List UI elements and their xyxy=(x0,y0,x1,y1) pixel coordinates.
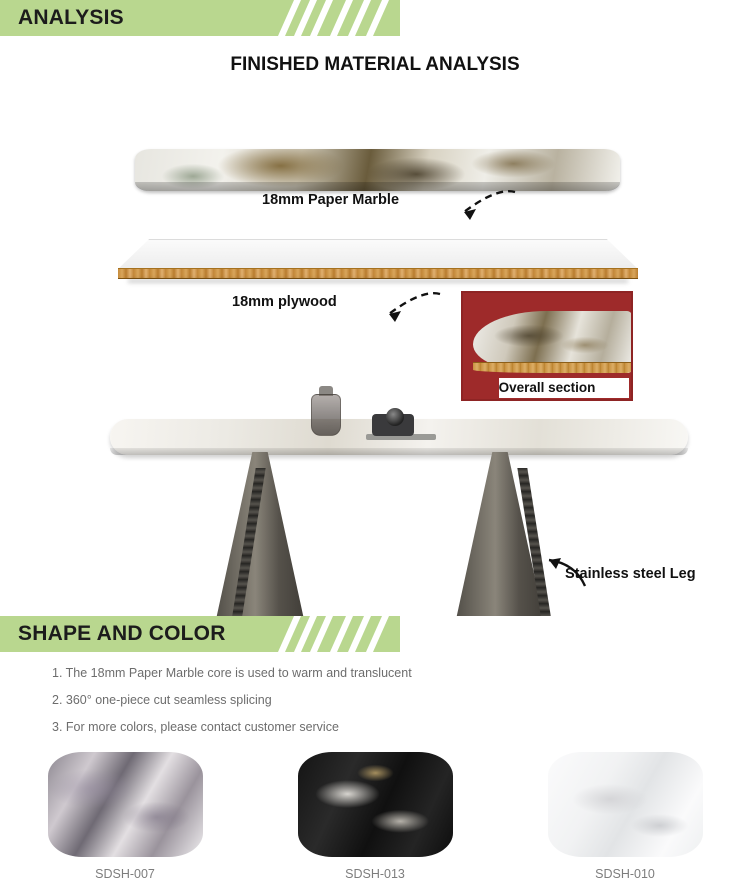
color-swatch-gallery xyxy=(0,752,750,881)
label-stainless-steel-leg: Stainless steel Leg xyxy=(565,566,696,582)
note-item: 3. For more colors, please contact customer service xyxy=(52,720,339,734)
plywood-edge-grain xyxy=(118,268,638,279)
note-item: 2. 360° one-piece cut seamless splicing xyxy=(52,693,272,707)
analysis-diagram xyxy=(0,36,750,616)
swatch-image-sdsh-007[interactable] xyxy=(48,752,203,857)
callout-arrow-leg-icon xyxy=(533,552,593,602)
plywood-drop-shadow xyxy=(128,279,627,283)
section-header-analysis xyxy=(0,0,750,36)
plywood-surface xyxy=(118,239,638,269)
callout-arrow-plywood-icon xyxy=(355,288,445,328)
paper-marble-slab-illustration xyxy=(135,149,620,191)
swatch-code: SDSH-010 xyxy=(595,867,655,881)
shape-and-color-body xyxy=(0,652,750,884)
note-item: 1. The 18mm Paper Marble core is used to warm and translucent xyxy=(52,666,412,680)
section-header-shape-and-color xyxy=(0,616,750,652)
swatch-item[interactable] xyxy=(525,752,725,881)
section-title-analysis: ANALYSIS xyxy=(18,6,124,29)
swatch-code: SDSH-013 xyxy=(345,867,405,881)
analysis-heading: FINISHED MATERIAL ANALYSIS xyxy=(230,54,520,75)
swatch-code: SDSH-007 xyxy=(95,867,155,881)
label-paper-marble: 18mm Paper Marble xyxy=(262,192,400,208)
overall-section-inset xyxy=(461,291,633,401)
plywood-slab-illustration xyxy=(118,239,638,283)
section-title-shape-and-color: SHAPE AND COLOR xyxy=(18,622,226,645)
callout-arrow-marble-icon xyxy=(430,186,520,226)
swatch-item[interactable] xyxy=(25,752,225,881)
label-overall-section: Overall section xyxy=(498,380,596,395)
section-cut-illustration xyxy=(473,311,633,373)
notes-list xyxy=(52,666,412,747)
camera-lens-decor xyxy=(386,408,404,426)
vase-decor xyxy=(311,394,341,436)
swatch-item[interactable] xyxy=(275,752,475,881)
swatch-image-sdsh-010[interactable] xyxy=(548,752,703,857)
swatch-image-sdsh-013[interactable] xyxy=(298,752,453,857)
label-plywood: 18mm plywood xyxy=(232,294,337,310)
